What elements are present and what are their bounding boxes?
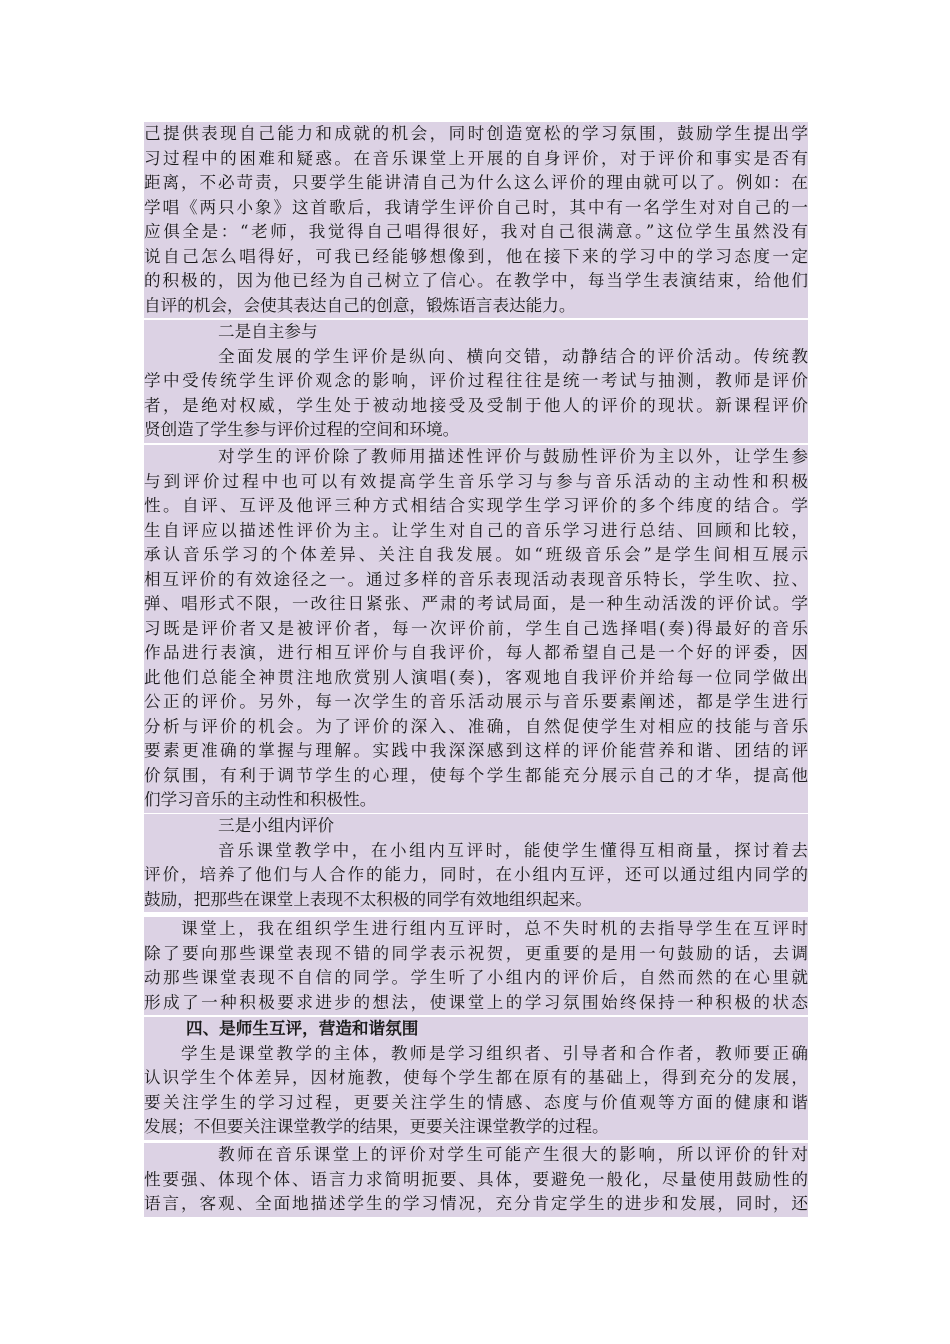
text-line: 们学习音乐的主动性和积极性。: [144, 790, 377, 809]
text-line: 性要强、体现个体、语言力求简明扼要、具体，要避免一般化，尽量使用鼓励性的: [144, 1169, 808, 1189]
text-line: 应俱全是：“老师，我觉得自己唱得很好，我对自己很满意。”这位学生虽然没有: [144, 222, 808, 241]
text-line: 作品进行表演，进行相互评价与自我评价，每人都希望自己是一个好的评委，因: [144, 643, 808, 662]
text-line: 价氛围，有利于调节学生的心理，使每个学生都能充分展示自己的才华，提高他: [144, 765, 808, 785]
text-line: 除了要向那些课堂表现不错的同学表示祝贺，更重要的是用一句鼓励的话，去调: [144, 943, 808, 963]
text-line: 音乐课堂教学中，在小组内互评时，能使学生懂得互相商量，探讨着去: [218, 840, 808, 860]
text-line: 形成了一种积极要求进步的想法，使课堂上的学习氛围始终保持一种积极的状态: [144, 992, 808, 1012]
paragraph-block: [144, 445, 808, 813]
text-line: 语言，客观、全面地描述学生的学习情况，充分肯定学生的进步和发展，同时，还: [144, 1194, 808, 1213]
text-line: 己提供表现自己能力和成就的机会，同时创造宽松的学习氛围，鼓励学生提出学: [144, 124, 808, 143]
text-line: 说自己怎么唱得好，可我已经能够想像到，他在接下来的学习中的学习态度一定: [144, 246, 808, 266]
text-line: 动那些课堂表现不自信的同学。学生听了小组内的评价后，自然而然的在心里就: [144, 968, 808, 987]
section-subheading: 三是小组内评价: [218, 816, 335, 835]
text-line: 弹、唱形式不限，一改往日紧张、严肃的考试局面，是一种生动活泼的评价试。学: [144, 594, 808, 613]
text-line: 学唱《两只小象》这首歌后，我请学生评价自己时，其中有一名学生对对自己的一: [144, 197, 808, 217]
text-line: 者，是绝对权威，学生处于被动地接受及受制于他人的评价的现状。新课程评价: [144, 395, 808, 415]
section-subheading: 二是自主参与: [218, 322, 318, 341]
text-line: 认识学生个体差异，因材施教，使每个学生都在原有的基础上，得到充分的发展，: [144, 1068, 808, 1087]
paragraph-block: [144, 320, 808, 443]
text-line: 评价，培养了他们与人合作的能力，同时，在小组内互评，还可以通过组内同学的: [144, 865, 808, 884]
text-line: 要素更准确的掌握与理解。实践中我深深感到这样的评价能营养和谐、团结的评: [144, 741, 808, 760]
section-heading: 四、是师生互评，营造和谐氛围: [186, 1019, 419, 1038]
text-line: 课堂上，我在组织学生进行组内互评时，总不失时机的去指导学生在互评时: [181, 919, 808, 938]
paragraph-block: [144, 122, 808, 318]
text-line: 此他们总能全神贯注地欣赏别人演唱(奏)，客观地自我评价并给每一位同学做出: [144, 667, 808, 687]
text-line: 教师在音乐课堂上的评价对学生可能产生很大的影响，所以评价的针对: [218, 1145, 808, 1164]
text-line: 贤创造了学生参与评价过程的空间和环境。: [144, 420, 460, 439]
text-line: 公正的评价。另外，每一次学生的音乐活动展示与音乐要素阐述，都是学生进行: [144, 692, 808, 711]
text-line: 分析与评价的机会。为了评价的深入、准确，自然促使学生对相应的技能与音乐: [144, 716, 808, 736]
text-line: 全面发展的学生评价是纵向、横向交错，动静结合的评价活动。传统教: [218, 346, 808, 366]
text-line: 承认音乐学习的个体差异、关注自我发展。如“班级音乐会”是学生间相互展示: [144, 545, 808, 564]
text-line: 要关注学生的学习过程，更要关注学生的情感、态度与价值观等方面的健康和谐: [144, 1092, 808, 1112]
text-line: 对学生的评价除了教师用描述性评价与鼓励性评价为主以外，让学生参: [218, 447, 808, 466]
text-line: 学中受传统学生评价观念的影响，评价过程往往是统一考试与抽测，教师是评价: [144, 371, 808, 390]
text-line: 的积极的，因为他已经为自己树立了信心。在教学中，每当学生表演结束，给他们: [144, 271, 808, 290]
text-line: 性。自评、互评及他评三种方式相结合实现学生学习评价的多个纬度的结合。学: [144, 496, 808, 515]
text-line: 相互评价的有效途径之一。通过多样的音乐表现活动表现音乐特长，学生吹、拉、: [144, 569, 808, 589]
text-line: 生自评应以描述性评价为主。让学生对自己的音乐学习进行总结、回顾和比较，: [144, 520, 808, 540]
text-line: 习既是评价者又是被评价者，每一次评价前，学生自己选择唱(奏)得最好的音乐: [144, 618, 808, 638]
text-line: 发展；不但要关注课堂教学的结果，更要关注课堂教学的过程。: [144, 1117, 609, 1136]
text-line: 习过程中的困难和疑惑。在音乐课堂上开展的自身评价，对于评价和事实是否有: [144, 148, 808, 168]
paragraph-block: [144, 814, 808, 912]
text-line: 距离，不必苛责，只要学生能讲清自己为什么这么评价的理由就可以了。例如：在: [144, 173, 808, 192]
text-line: 学生是课堂教学的主体，教师是学习组织者、引导者和合作者，教师要正确: [181, 1043, 808, 1063]
text-line: 自评的机会，会使其表达自己的创意，锻炼语言表达能力。: [144, 295, 576, 315]
text-line: 与到评价过程中也可以有效提高学生音乐学习与参与音乐活动的主动性和积极: [144, 471, 808, 491]
paragraph-block: [144, 1017, 808, 1140]
paragraph-block: [144, 917, 808, 1015]
paragraph-block: [144, 1143, 808, 1217]
text-line: 鼓励，把那些在课堂上表现不太积极的同学有效地组织起来。: [144, 889, 593, 909]
